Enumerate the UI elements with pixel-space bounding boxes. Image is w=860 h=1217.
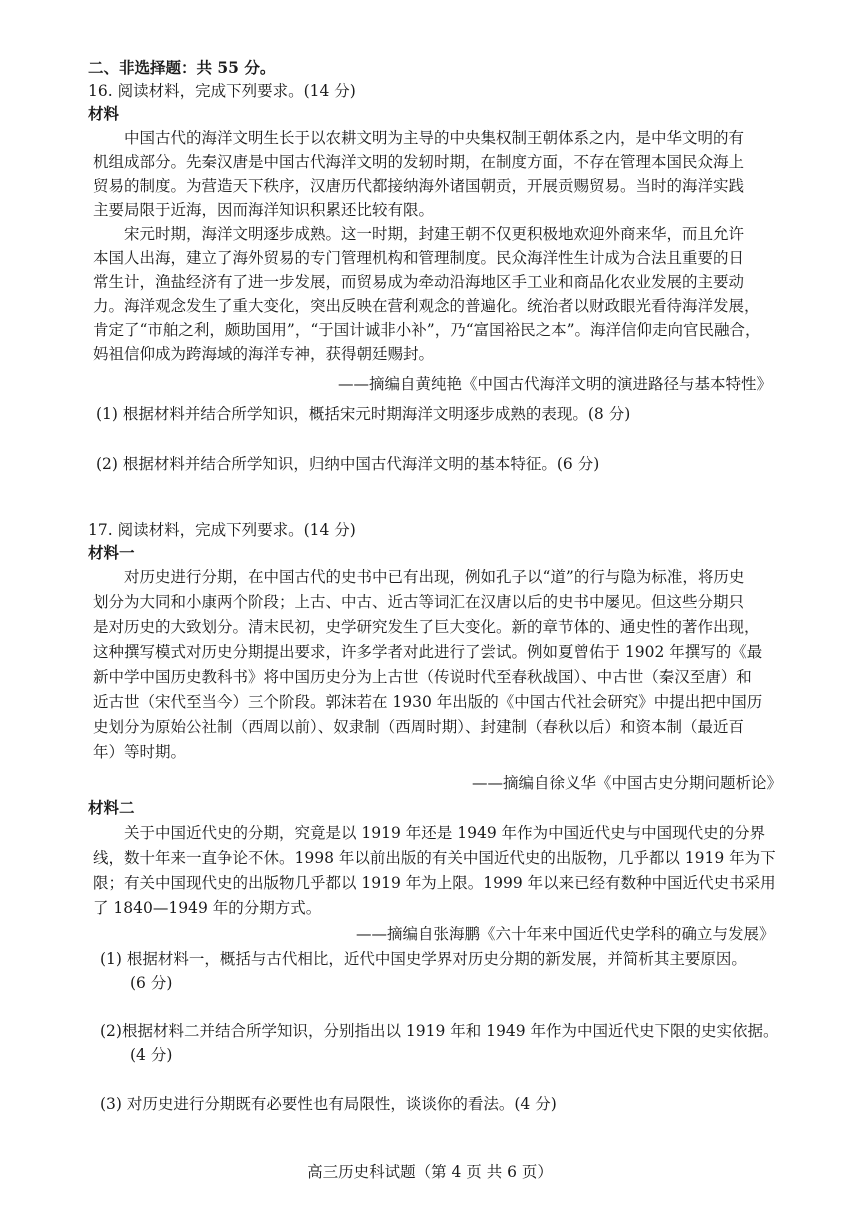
q16-source: ——摘编自黄纯艳《中国古代海洋文明的演进路径与基本特性》	[338, 375, 773, 393]
q17-m1-line: 对历史进行分期，在中国古代的史书中已有出现，例如孔子以“道”的行与隐为标准，将历史	[124, 568, 745, 586]
page-footer: 高三历史科试题（第 4 页 共 6 页）	[307, 1163, 553, 1181]
q17-m1-line: 新中学中国历史教科书》将中国历史分为上古世（传说时代至春秋战国）、中古世（秦汉至唐）和	[93, 668, 752, 686]
section-title: 二、非选择题：共 55 分。	[88, 58, 276, 77]
q17-sub3: (3) 对历史进行分期既有必要性也有局限性，谈谈你的看法。(4 分)	[100, 1095, 557, 1113]
q17-m2-line: 限；有关中国现代史的出版物几乎都以 1919 年为上限。1999 年以来已经有数种中国近代史书采用	[93, 874, 776, 892]
q16-sub2: (2) 根据材料并结合所学知识，归纳中国古代海洋文明的基本特征。(6 分)	[96, 455, 600, 473]
q17-material1-label: 材料一	[88, 543, 135, 562]
q17-sub1-points: (6 分)	[130, 974, 173, 992]
q17-material2-label: 材料二	[88, 798, 135, 817]
q17-m2-line: 了 1840—1949 年的分期方式。	[93, 899, 322, 917]
q17-stem: 17. 阅读材料，完成下列要求。(14 分)	[88, 521, 356, 539]
q16-para2-line: 本国人出海，建立了海外贸易的专门管理机构和管理制度。民众海洋性生计成为合法且重要的日	[93, 249, 745, 267]
q17-m1-line: 近古世（宋代至当今）三个阶段。郭沫若在 1930 年出版的《中国古代社会研究》中提出把中国历	[93, 693, 763, 711]
q17-sub2: (2)根据材料二并结合所学知识，分别指出以 1919 年和 1949 年作为中国近代史下限的史实依据。	[100, 1022, 779, 1040]
q17-m1-line: 史划分为原始公社制（西周以前）、奴隶制（西周时期）、封建制（春秋以后）和资本制（最近百	[93, 718, 745, 736]
q16-sub1: (1) 根据材料并结合所学知识，概括宋元时期海洋文明逐步成熟的表现。(8 分)	[96, 405, 631, 423]
q16-para1-line: 机组成部分。先秦汉唐是中国古代海洋文明的发轫时期，在制度方面，不存在管理本国民众海上	[93, 153, 745, 171]
q17-m1-line: 是对历史的大致划分。清末民初，史学研究发生了巨大变化。新的章节体的、通史性的著作出现，	[93, 618, 760, 636]
q16-para2-line: 力。海洋观念发生了重大变化，突出反映在营利观念的普遍化。统治者以财政眼光看待海洋发展，	[93, 297, 760, 315]
q16-para2-line: 宋元时期，海洋文明逐步成熟。这一时期，封建王朝不仅更积极地欢迎外商来华，而且允许	[124, 225, 745, 243]
q16-para2-line: 妈祖信仰成为跨海域的海洋专神，获得朝廷赐封。	[93, 345, 435, 363]
q17-sub1: (1) 根据材料一，概括与古代相比，近代中国史学界对历史分期的新发展，并简析其主要原因。	[100, 950, 747, 968]
q17-m2-line: 关于中国近代史的分期，究竟是以 1919 年还是 1949 年作为中国近代史与中国现代史的分界	[124, 824, 766, 842]
q16-stem: 16. 阅读材料，完成下列要求。(14 分)	[88, 82, 356, 100]
q16-para2-line: 肯定了“市舶之利，颇助国用”，“于国计诚非小补”，乃“富国裕民之本”。海洋信仰走向官民融合，	[93, 321, 761, 339]
q17-sub2-points: (4 分)	[130, 1046, 173, 1064]
q17-m1-source: ——摘编自徐义华《中国古史分期问题析论》	[472, 774, 783, 792]
q17-m1-line: 年）等时期。	[93, 743, 187, 761]
q17-m2-source: ——摘编自张海鹏《六十年来中国近代史学科的确立与发展》	[356, 925, 775, 943]
q16-para1-line: 主要局限于近海，因而海洋知识积累还比较有限。	[93, 201, 435, 219]
q16-para1-line: 中国古代的海洋文明生长于以农耕文明为主导的中央集权制王朝体系之内，是中华文明的有	[124, 129, 745, 147]
q17-m2-line: 线，数十年来一直争论不休。1998 年以前出版的有关中国近代史的出版物，几乎都以 1919 年为下	[93, 849, 776, 867]
q16-para2-line: 常生计，渔盐经济有了进一步发展，而贸易成为牵动沿海地区手工业和商品化农业发展的主要动	[93, 273, 745, 291]
q17-m1-line: 划分为大同和小康两个阶段；上古、中古、近古等词汇在汉唐以后的史书中屡见。但这些分期只	[93, 593, 745, 611]
q16-para1-line: 贸易的制度。为营造天下秩序，汉唐历代都接纳海外诸国朝贡，开展贡赐贸易。当时的海洋实践	[93, 177, 745, 195]
q16-material-label: 材料	[88, 104, 120, 123]
q17-m1-line: 这种撰写模式对历史分期提出要求，许多学者对此进行了尝试。例如夏曾佑于 1902 年撰写的《最	[93, 643, 763, 661]
